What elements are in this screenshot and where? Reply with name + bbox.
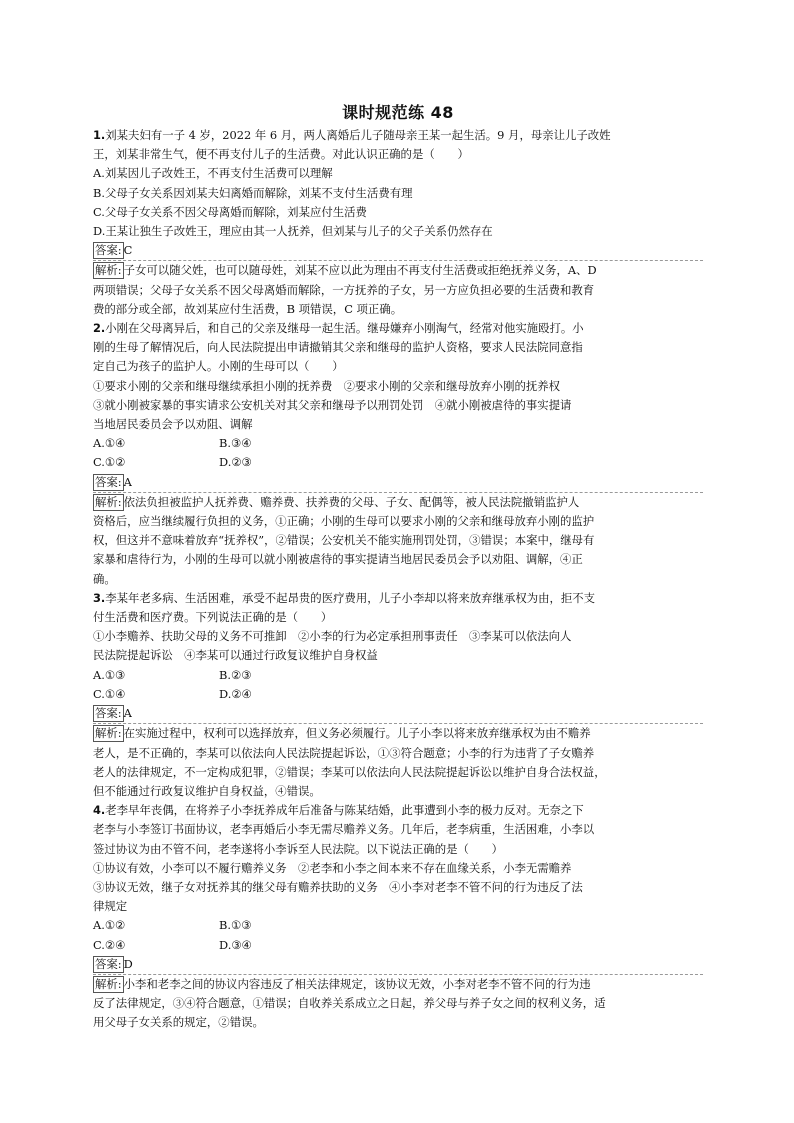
statement-line: ③就小刚被家暴的事实请求公安机关对其父亲和继母予以刑罚处罚 ④就小刚被虐待的事实提请	[93, 397, 572, 412]
question-number: 3.	[93, 590, 106, 605]
answer-value: D	[123, 956, 133, 971]
question-number: 4.	[93, 803, 106, 818]
question-stem-line: 3.李某年老多病、生活困难，承受不起昂贵的医疗费用，儿子小李却以将来放弃继承权为由，拒不支	[93, 590, 596, 605]
option-c: C.①④	[93, 686, 126, 701]
analysis-line: 确。	[93, 571, 116, 586]
option-a: A.①②	[93, 918, 126, 933]
answer-value: A	[123, 474, 132, 489]
answer-value: C	[123, 243, 133, 258]
analysis-line: 费的部分或全部，故刘某应付生活费，B 项错误，C 项正确。	[93, 301, 403, 316]
question-stem-line: 1.刘某夫妇有一子 4 岁，2022 年 6 月，两人离婚后儿子随母亲王某一起生活。9 月，母亲让儿子改姓	[93, 128, 611, 142]
question-3	[93, 589, 703, 801]
answer-row	[93, 473, 703, 492]
question-stem-line: 王，刘某非常生气，便不再支付儿子的生活费。对此认识正确的是（ ）	[93, 147, 469, 162]
option-c: C.②④	[93, 937, 126, 952]
question-stem-line: 4.老李早年丧偶，在将养子小李抚养成年后准备与陈某结婚，此事遭到小李的极力反对。无奈之下	[93, 803, 584, 818]
question-stem-line: 2.小刚在父母离异后，和自己的父亲及继母一起生活。继母嫌弃小刚淘气，经常对他实施殴打。小	[93, 321, 584, 336]
statement-line: ①要求小刚的父亲和继母继续承担小刚的抚养费 ②要求小刚的父亲和继母放弃小刚的抚养权	[93, 378, 561, 393]
option-a: A.①③	[93, 667, 126, 682]
option-row	[93, 666, 703, 685]
option-line: B.父母子女关系因刘某夫妇离婚而解除，刘某不支付生活费有理	[93, 185, 413, 200]
answer-row	[93, 241, 703, 260]
question-number: 1.	[93, 128, 106, 142]
question-stem-line: 付生活费和医疗费。下列说法正确的是（ ）	[93, 610, 333, 625]
analysis-line: 权，但这并不意味着放弃“抚养权”，②错误；公安机关不能实施刑罚处罚，③错误；本案中，继母有	[93, 533, 595, 548]
question-stem-line: 定自己为孩子的监护人。小刚的生母可以（ ）	[93, 359, 344, 374]
analysis-line: 解析: 在实施过程中，权利可以选择放弃，但义务必须履行。儿子小李以将来放弃继承权为由不赡养	[95, 726, 591, 741]
analysis-line: 老人，是不正确的，李某可以依法向人民法院提起诉讼，①③符合题意；小李的行为违背了子女赡养	[93, 745, 595, 760]
option-c: C.①②	[93, 455, 126, 470]
analysis-line: 家暴和虐待行为，小刚的生母可以就小刚被虐待的事实提请当地居民委员会予以劝阻、调解，④正	[93, 552, 583, 567]
option-b: B.③④	[219, 436, 252, 451]
option-row	[93, 685, 703, 704]
analysis-line: 解析: 子女可以随父姓，也可以随母姓，刘某不应以此为理由不再支付生活费或拒绝抚养义务，A、D	[95, 263, 597, 278]
option-line: C.父母子女关系不因父母离婚而解除，刘某应付生活费	[93, 204, 367, 219]
statement-line: ③协议无效，继子女对抚养其的继父母有赡养扶助的义务 ④小李对老李不管不问的行为违反了法	[93, 879, 583, 894]
option-line: D.王某让独生子改姓王，理应由其一人抚养，但刘某与儿子的父子关系仍然存在	[93, 224, 493, 239]
analysis-line: 解析: 依法负担被监护人抚养费、赡养费、扶养费的父母、子女、配偶等，被人民法院撤销监护人	[95, 494, 580, 509]
analysis-label: 解析:	[95, 976, 122, 991]
question-stem-line: 刚的生母了解情况后，向人民法院提出申请撤销其父亲和继母的监护人资格，要求人民法院同意指	[93, 340, 583, 355]
analysis-label: 解析:	[95, 494, 122, 509]
question-number: 2.	[93, 321, 106, 336]
question-stem-line: 老李与小李签订书面协议，老李再婚后小李无需尽赡养义务。几年后，老李病重，生活困难，小李以	[93, 822, 595, 837]
analysis-line: 资格后，应当继续履行负担的义务，①正确；小刚的生母可以要求小刚的父亲和继母放弃小刚的监护	[93, 514, 595, 529]
analysis-label: 解析:	[95, 263, 122, 278]
option-b: B.①③	[219, 918, 252, 933]
analysis-line: 两项错误；父母子女关系不因父母离婚而解除，一方抚养的子女，另一方应负担必要的生活费和教育	[93, 282, 595, 297]
analysis-line: 用父母子女关系的规定，②错误。	[93, 1015, 264, 1030]
option-a: A.①④	[93, 436, 126, 451]
option-row	[93, 453, 703, 472]
analysis-line: 反了法律规定，③④符合题意，①错误；自收养关系成立之日起，养父母与养子女之间的权利义务，适	[93, 996, 606, 1011]
answer-value: A	[123, 706, 132, 721]
answer-row	[93, 704, 703, 723]
statement-line: ①协议有效，小李可以不履行赡养义务 ②老李和小李之间本来不存在血缘关系，小李无需赡养	[93, 860, 572, 875]
answer-label: 答案:	[95, 956, 122, 971]
page-title: 课时规范练 48	[342, 103, 454, 122]
option-b: B.②③	[219, 667, 252, 682]
question-4	[93, 801, 703, 1032]
option-row	[93, 916, 703, 935]
statement-line: ①小李赡养、扶助父母的义务不可推卸 ②小李的行为必定承担刑事责任 ③李某可以依法向人	[93, 629, 572, 644]
option-row	[93, 936, 703, 955]
question-2	[93, 319, 703, 589]
analysis-line: 解析: 小李和老李之间的协议内容违反了相关法律规定，该协议无效，小李对老李不管不问的行为违	[95, 976, 591, 991]
option-line: A.刘某因儿子改姓王，不再支付生活费可以理解	[93, 166, 333, 181]
statement-line: 民法院提起诉讼 ④李某可以通过行政复议维护自身权益	[93, 648, 378, 663]
analysis-line: 但不能通过行政复议维护自身权益，④错误。	[93, 783, 321, 798]
statement-line: 律规定	[93, 899, 128, 914]
option-d: D.②③	[219, 455, 252, 470]
answer-label: 答案:	[95, 706, 122, 721]
answer-row	[93, 955, 703, 974]
option-row	[93, 434, 703, 453]
option-d: D.②④	[219, 686, 252, 701]
analysis-line: 老人的法律规定，不一定构成犯罪，②错误；李某可以依法向人民法院提起诉讼以维护自身合法权益，	[93, 764, 606, 779]
analysis-label: 解析:	[95, 726, 122, 741]
statement-line: 当地居民委员会予以劝阻、调解	[93, 417, 253, 432]
question-stem-line: 签过协议为由不管不问，老李遂将小李诉至人民法院。以下说法正确的是（ ）	[93, 841, 504, 856]
option-d: D.③④	[219, 937, 252, 952]
answer-label: 答案:	[95, 243, 122, 258]
question-1	[93, 126, 703, 319]
document-page	[93, 100, 703, 1033]
answer-label: 答案:	[95, 474, 122, 489]
